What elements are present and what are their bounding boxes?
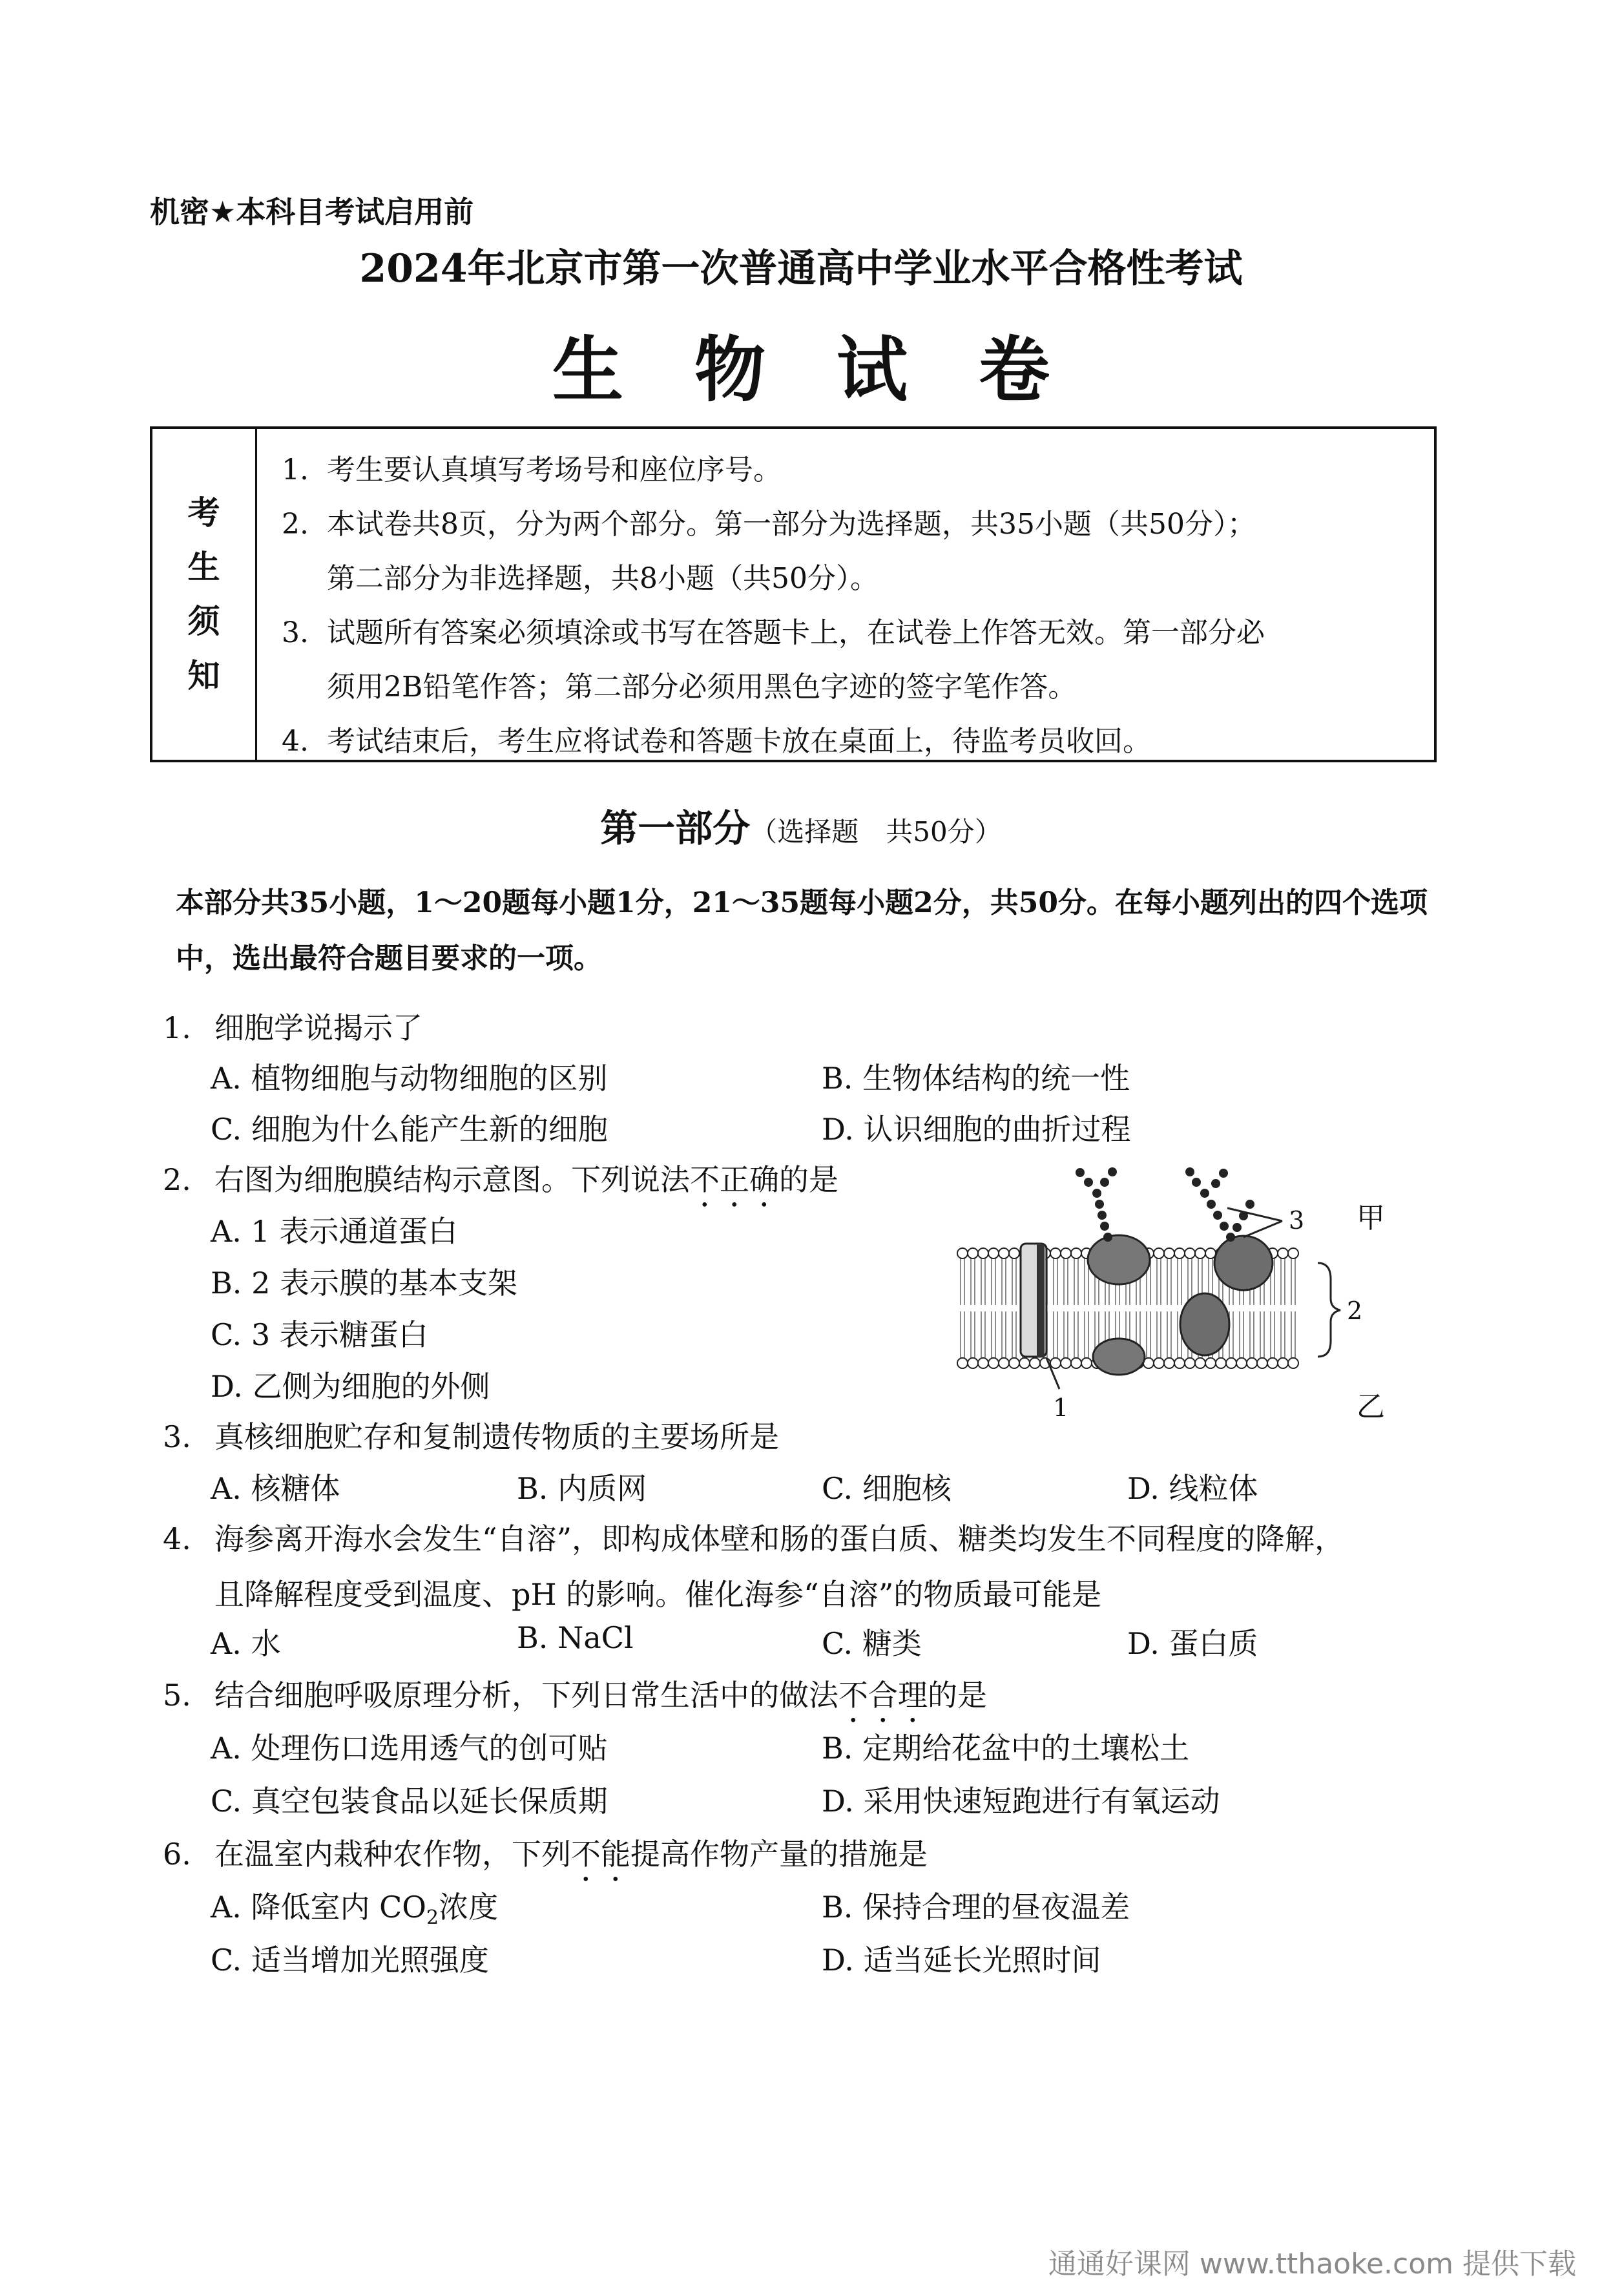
q4-option-c[interactable]	[822, 1620, 922, 1663]
lipid-head	[1236, 1358, 1247, 1368]
option-key: B.	[211, 1266, 242, 1300]
lipid-tail	[1157, 1258, 1161, 1305]
q3-option-a[interactable]	[211, 1465, 340, 1508]
option-key: D.	[211, 1369, 243, 1404]
question-number: 4.	[163, 1521, 191, 1556]
figure-label-bottom-side: 乙	[1357, 1390, 1385, 1421]
notice-label-char: 须	[187, 603, 220, 640]
figure-label-2: 2	[1347, 1297, 1363, 1325]
q2-option-c[interactable]	[211, 1311, 428, 1354]
option-key: B.	[517, 1620, 548, 1655]
option-text: 真空包装食品以延长保质期	[251, 1784, 608, 1819]
membrane-protein	[1180, 1293, 1229, 1355]
option-key: C.	[822, 1471, 853, 1506]
lipid-tail	[981, 1258, 985, 1305]
lipid-tail	[1167, 1258, 1171, 1305]
option-key: C.	[211, 1317, 242, 1352]
question-2-stem	[163, 1156, 838, 1214]
lipid-head	[1050, 1248, 1061, 1258]
q3-option-b[interactable]	[517, 1465, 647, 1508]
q1-option-b[interactable]	[822, 1055, 1130, 1098]
notice-items	[282, 443, 1421, 769]
q1-option-d[interactable]	[822, 1106, 1131, 1149]
figure-label-top-side: 甲	[1357, 1202, 1385, 1235]
option-text: 认识细胞的曲折过程	[863, 1112, 1131, 1147]
lipid-tail	[1054, 1311, 1057, 1358]
notice-item	[282, 497, 1421, 606]
option-key: C.	[211, 1784, 242, 1819]
q6-option-a[interactable]	[211, 1884, 498, 1929]
lipid-head	[1185, 1248, 1195, 1258]
part-one-subtitle: （选择题 共50分）	[750, 816, 1002, 848]
option-key: A.	[211, 1471, 242, 1506]
q4-option-b[interactable]	[517, 1620, 634, 1655]
lipid-tail	[1260, 1311, 1264, 1358]
option-text: 降低室内 CO	[251, 1890, 426, 1925]
lipid-tail	[1281, 1258, 1285, 1305]
lipid-head	[1154, 1358, 1164, 1368]
q6-option-c[interactable]	[211, 1937, 489, 1979]
q1-option-a[interactable]	[211, 1055, 607, 1098]
notice-item	[282, 606, 1421, 715]
peripheral-protein	[1093, 1339, 1145, 1375]
lipid-tail	[1291, 1258, 1295, 1305]
option-text: 1 表示通道蛋白	[251, 1214, 458, 1249]
lipid-head	[1267, 1358, 1278, 1368]
q1-option-c[interactable]	[211, 1106, 608, 1149]
lipid-tail	[1012, 1311, 1016, 1358]
notice-label-char: 知	[187, 657, 220, 694]
lipid-head	[1205, 1358, 1216, 1368]
q5-option-b[interactable]	[822, 1725, 1189, 1768]
notice-label	[152, 429, 257, 760]
option-key: D.	[822, 1784, 854, 1819]
option-text: 细胞核	[862, 1471, 952, 1506]
lipid-head	[1278, 1248, 1288, 1258]
figure-label-3: 3	[1289, 1206, 1305, 1235]
lipid-head	[1154, 1248, 1164, 1258]
option-text: 处理伤口选用透气的创可贴	[251, 1731, 608, 1766]
q6-option-d[interactable]	[822, 1937, 1101, 1979]
glycoprotein-chain	[1185, 1167, 1254, 1242]
lipid-head	[1030, 1358, 1040, 1368]
notice-item-number: 2.	[282, 508, 309, 541]
question-number: 3.	[163, 1419, 191, 1454]
option-key: C.	[822, 1626, 853, 1661]
part-one-heading: 第一部分	[600, 806, 751, 850]
lipid-tail	[992, 1311, 995, 1358]
question-text: 细胞学说揭示了	[214, 1010, 422, 1045]
lipid-head	[988, 1358, 999, 1368]
lipid-tail	[1167, 1311, 1171, 1358]
lipid-head	[957, 1358, 968, 1368]
subject-title: 生物试卷	[552, 329, 1121, 412]
lipid-tail	[1281, 1311, 1285, 1358]
notice-item-number: 4.	[282, 725, 309, 758]
question-4-stem	[163, 1516, 1448, 1614]
option-text: 采用快速短跑进行有氧运动	[863, 1784, 1220, 1819]
glycoprotein-chain	[1076, 1167, 1117, 1242]
confidential-mark: 机密★本科目考试启用前	[150, 194, 474, 229]
q2-option-b[interactable]	[211, 1260, 517, 1302]
question-text: 且降解程度受到温度、pH 的影响。催化海参“自溶”的物质最可能是	[214, 1577, 1102, 1612]
q4-option-d[interactable]	[1127, 1620, 1258, 1663]
notice-item	[282, 715, 1421, 769]
candidate-notice-box	[150, 426, 1437, 762]
q3-option-c[interactable]	[822, 1465, 952, 1508]
option-text: 适当延长光照时间	[863, 1943, 1101, 1978]
question-number: 5.	[163, 1678, 191, 1713]
q6-option-b[interactable]	[822, 1884, 1130, 1926]
notice-item-number: 3.	[282, 616, 309, 649]
option-key: D.	[1127, 1471, 1160, 1506]
lipid-tail	[981, 1311, 985, 1358]
footer-watermark: 通通好课网 www.tthaoke.com 提供下载	[1048, 2248, 1576, 2280]
lipid-tail	[992, 1258, 995, 1305]
question-text: 海参离开海水会发生“自溶”，即构成体壁和肠的蛋白质、糖类均发生不同程度的降解，	[214, 1521, 1345, 1556]
lipid-tail	[1064, 1311, 1068, 1358]
question-text: 右图为细胞膜结构示意图。下列说法	[214, 1162, 690, 1197]
channel-protein-dark	[1037, 1244, 1045, 1357]
lipid-head	[968, 1358, 978, 1368]
option-text: 保持合理的昼夜温差	[862, 1890, 1130, 1925]
option-key: A.	[211, 1890, 242, 1925]
lipid-tail	[1012, 1258, 1016, 1305]
lipid-head	[1009, 1358, 1019, 1368]
lipid-head	[1226, 1358, 1236, 1368]
question-1-stem	[163, 1005, 422, 1047]
notice-label-char: 生	[187, 548, 220, 586]
question-number: 6.	[163, 1837, 191, 1872]
notice-item-text: 本试卷共8页，分为两个部分。第一部分为选择题，共35小题（共50分）；	[327, 508, 1256, 541]
lipid-tail	[1002, 1311, 1006, 1358]
option-key: A.	[211, 1731, 242, 1766]
q2-option-d[interactable]	[211, 1363, 490, 1406]
option-text: 生物体结构的统一性	[862, 1061, 1130, 1096]
lipid-head	[1081, 1358, 1092, 1368]
notice-item-text: 考生要认真填写考场号和座位序号。	[327, 454, 782, 486]
lipid-head	[1174, 1248, 1185, 1258]
peripheral-protein	[1088, 1235, 1150, 1284]
option-key: A.	[211, 1061, 242, 1096]
option-text: 定期给花盆中的土壤松土	[862, 1731, 1190, 1766]
lipid-tail	[1147, 1311, 1150, 1358]
option-key: D.	[822, 1943, 854, 1978]
option-key: C.	[211, 1943, 242, 1978]
lipid-head	[978, 1248, 988, 1258]
lipid-tail	[961, 1258, 964, 1305]
exam-title: 2024年北京市第一次普通高中学业水平合格性考试	[359, 246, 1243, 291]
notice-item-text: 考试结束后，考生应将试卷和答题卡放在桌面上，待监考员收回。	[327, 725, 1151, 758]
option-text: 糖类	[862, 1626, 922, 1661]
lipid-head	[1185, 1358, 1195, 1368]
question-number: 2.	[163, 1162, 191, 1197]
lipid-tail	[1064, 1258, 1068, 1305]
lipid-tail	[1074, 1311, 1078, 1358]
question-number: 1.	[163, 1010, 191, 1045]
question-text: 的是	[928, 1678, 987, 1713]
option-text: 蛋白质	[1169, 1626, 1258, 1661]
question-text: 在温室内栽种农作物，下列	[214, 1837, 571, 1872]
lipid-head	[1278, 1358, 1288, 1368]
lipid-tail	[1178, 1258, 1181, 1305]
option-text: 核糖体	[251, 1471, 340, 1506]
q3-option-d[interactable]	[1127, 1465, 1258, 1508]
emphasized-text: 不正确	[690, 1162, 779, 1197]
figure-label-1: 1	[1053, 1393, 1069, 1421]
option-text: 3 表示糖蛋白	[251, 1317, 428, 1352]
lipid-tail	[1085, 1311, 1088, 1358]
question-text: 的是	[779, 1162, 838, 1197]
lipid-tail	[1002, 1258, 1006, 1305]
option-key: D.	[822, 1112, 854, 1147]
lipid-head	[1195, 1358, 1205, 1368]
q5-option-a[interactable]	[211, 1725, 607, 1768]
lipid-head	[1288, 1358, 1298, 1368]
option-text: 适当增加光照强度	[251, 1943, 489, 1978]
lipid-head	[1195, 1248, 1205, 1258]
question-3-stem	[163, 1414, 779, 1456]
option-text: 浓度	[439, 1890, 499, 1925]
q4-option-a[interactable]	[211, 1620, 280, 1663]
cell-membrane-diagram	[950, 1150, 1415, 1421]
question-6-stem	[163, 1831, 928, 1888]
option-key: B.	[822, 1731, 853, 1766]
question-text: 结合细胞呼吸原理分析，下列日常生活中的做法	[214, 1678, 838, 1713]
question-text: 提高作物产量的措施是	[630, 1837, 928, 1872]
subscript: 2	[426, 1906, 439, 1930]
part-one-instructions: 本部分共35小题，1～20题每小题1分，21～35题每小题2分，共50分。在每小题列出的四个选项中，选出最符合题目要求的一项。	[176, 886, 1428, 975]
lipid-tail	[1240, 1311, 1243, 1358]
lipid-head	[1019, 1358, 1030, 1368]
notice-item-text: 须用2B铅笔作答；第二部分必须用黑色字迹的签字笔作答。	[327, 671, 1077, 704]
lipid-head	[978, 1358, 988, 1368]
lipid-head	[988, 1248, 999, 1258]
lipid-head	[1247, 1358, 1257, 1368]
lipid-head	[1164, 1248, 1174, 1258]
q5-option-d[interactable]	[822, 1778, 1220, 1821]
membrane-protein	[1214, 1236, 1273, 1290]
lipid-head	[1061, 1358, 1071, 1368]
part-one-title	[0, 798, 1602, 852]
lipid-head	[1009, 1248, 1019, 1258]
option-text: 水	[251, 1626, 281, 1661]
q5-option-c[interactable]	[211, 1778, 608, 1821]
lipid-tail	[1157, 1311, 1161, 1358]
option-key: B.	[822, 1890, 853, 1925]
lipid-tail	[971, 1258, 975, 1305]
lipid-head	[999, 1248, 1009, 1258]
option-text: 内质网	[557, 1471, 647, 1506]
lipid-tail	[961, 1311, 964, 1358]
notice-item	[282, 443, 1421, 497]
question-5-stem	[163, 1672, 987, 1729]
option-text: 2 表示膜的基本支架	[251, 1266, 517, 1300]
option-key: C.	[211, 1112, 242, 1147]
lipid-head	[1174, 1358, 1185, 1368]
lipid-head	[999, 1358, 1009, 1368]
lipid-tail	[1291, 1311, 1295, 1358]
lipid-head	[1216, 1358, 1226, 1368]
lipid-head	[957, 1248, 968, 1258]
notice-item-text: 第二部分为非选择题，共8小题（共50分）。	[327, 562, 879, 595]
lipid-head	[968, 1248, 978, 1258]
option-key: D.	[1127, 1626, 1160, 1661]
lipid-head	[1164, 1358, 1174, 1368]
option-text: 植物细胞与动物细胞的区别	[251, 1061, 608, 1096]
lipid-tail	[1054, 1258, 1057, 1305]
lipid-tail	[1229, 1311, 1233, 1358]
option-key: B.	[517, 1471, 548, 1506]
lipid-head	[1071, 1358, 1081, 1368]
question-text: 真核细胞贮存和复制遗传物质的主要场所是	[214, 1419, 779, 1454]
option-key: A.	[211, 1626, 242, 1661]
notice-item-number: 1.	[282, 454, 309, 486]
lipid-head	[1288, 1248, 1298, 1258]
lipid-head	[1257, 1358, 1267, 1368]
lipid-head	[1071, 1248, 1081, 1258]
q2-option-a[interactable]	[211, 1208, 457, 1251]
option-text: 乙侧为细胞的外侧	[252, 1369, 490, 1404]
lipid-head	[1050, 1358, 1061, 1368]
emphasized-text: 不能	[571, 1837, 630, 1872]
notice-item-text: 试题所有答案必须填涂或书写在答题卡上，在试卷上作答无效。第一部分必	[327, 616, 1265, 649]
option-text: 细胞为什么能产生新的细胞	[251, 1112, 608, 1147]
option-text: NaCl	[557, 1620, 634, 1655]
emphasized-text: 不合理	[838, 1678, 928, 1713]
option-key: A.	[211, 1214, 242, 1249]
lipid-tail	[1271, 1311, 1274, 1358]
notice-label-char: 考	[187, 494, 220, 532]
lipid-tail	[971, 1311, 975, 1358]
option-text: 线粒体	[1169, 1471, 1258, 1506]
option-key: B.	[822, 1061, 853, 1096]
lipid-tail	[1074, 1258, 1078, 1305]
lipid-head	[1061, 1248, 1071, 1258]
lipid-tail	[1250, 1311, 1254, 1358]
